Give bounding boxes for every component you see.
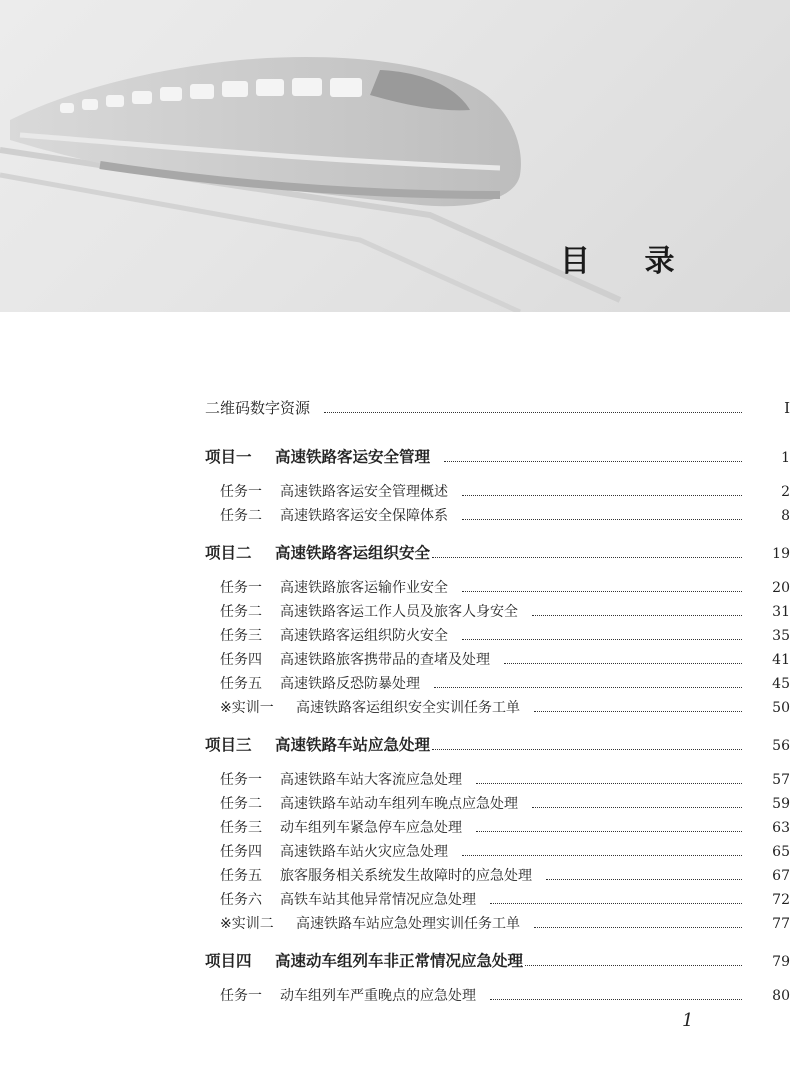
section-page: 79 bbox=[772, 954, 790, 970]
leader-dots bbox=[532, 614, 742, 616]
task-title: 旅客服务相关系统发生故障时的应急处理 bbox=[280, 868, 532, 884]
leader-dots bbox=[462, 518, 742, 520]
leader-dots bbox=[434, 686, 742, 688]
leader-dots bbox=[476, 782, 742, 784]
task-page: 72 bbox=[772, 892, 790, 908]
task-title: 高速铁路车站应急处理实训任务工单 bbox=[296, 916, 520, 932]
leader-dots bbox=[525, 964, 742, 966]
task-label: 任务六 bbox=[220, 892, 262, 908]
toc-section-project-2[interactable] bbox=[0, 541, 790, 563]
task-label: 任务二 bbox=[220, 796, 262, 812]
task-page: 65 bbox=[772, 844, 790, 860]
task-label: 任务二 bbox=[220, 604, 262, 620]
toc-task[interactable] bbox=[0, 505, 790, 527]
task-page: 59 bbox=[772, 796, 790, 812]
toc-task[interactable] bbox=[0, 601, 790, 623]
task-title: 高速铁路客运安全管理概述 bbox=[280, 484, 448, 500]
section-title: 高速铁路客运组织安全 bbox=[275, 544, 431, 562]
section-label: 项目三 bbox=[205, 736, 252, 754]
page-title: 目 录 bbox=[560, 244, 697, 279]
leader-dots bbox=[504, 662, 742, 664]
toc-task[interactable] bbox=[0, 577, 790, 599]
leader-dots bbox=[324, 411, 742, 413]
toc-task[interactable] bbox=[0, 985, 790, 1007]
section-label: 项目二 bbox=[205, 544, 252, 562]
task-page: 80 bbox=[772, 988, 790, 1004]
page-number: 1 bbox=[682, 1010, 694, 1031]
task-title: 高铁车站其他异常情况应急处理 bbox=[280, 892, 476, 908]
task-label: 任务三 bbox=[220, 628, 262, 644]
toc-task[interactable] bbox=[0, 793, 790, 815]
toc-task[interactable] bbox=[0, 769, 790, 791]
task-page: 31 bbox=[772, 604, 790, 620]
task-page: 45 bbox=[772, 676, 790, 692]
leader-dots bbox=[432, 556, 742, 558]
task-label: 任务五 bbox=[220, 868, 262, 884]
task-label: ※实训一 bbox=[220, 700, 274, 716]
task-label: ※实训二 bbox=[220, 916, 274, 932]
task-title: 高速铁路客运组织安全实训任务工单 bbox=[296, 700, 520, 716]
task-label: 任务五 bbox=[220, 676, 262, 692]
section-label: 项目四 bbox=[205, 952, 252, 970]
task-title: 动车组列车严重晚点的应急处理 bbox=[280, 988, 476, 1004]
task-page: 8 bbox=[781, 508, 790, 524]
task-label: 任务一 bbox=[220, 580, 262, 596]
section-label: 项目一 bbox=[205, 448, 252, 466]
leader-dots bbox=[462, 854, 742, 856]
leader-dots bbox=[490, 998, 742, 1000]
leader-dots bbox=[462, 638, 742, 640]
leader-dots bbox=[546, 878, 742, 880]
task-page: 63 bbox=[772, 820, 790, 836]
task-title: 高速铁路客运安全保障体系 bbox=[280, 508, 448, 524]
task-label: 任务四 bbox=[220, 652, 262, 668]
task-page: 57 bbox=[772, 772, 790, 788]
toc-task[interactable] bbox=[0, 889, 790, 911]
toc-entry-title: 二维码数字资源 bbox=[205, 399, 311, 417]
task-title: 高速铁路旅客携带品的查堵及处理 bbox=[280, 652, 490, 668]
leader-dots bbox=[490, 902, 742, 904]
toc-section-project-3[interactable] bbox=[0, 733, 790, 755]
header-banner bbox=[0, 0, 790, 312]
toc-task[interactable] bbox=[0, 481, 790, 503]
leader-dots bbox=[534, 926, 742, 928]
task-title: 高速铁路车站大客流应急处理 bbox=[280, 772, 462, 788]
toc-practical[interactable] bbox=[0, 913, 790, 935]
task-title: 高速铁路客运组织防火安全 bbox=[280, 628, 448, 644]
task-page: 67 bbox=[772, 868, 790, 884]
toc-task[interactable] bbox=[0, 625, 790, 647]
toc-section-project-4[interactable] bbox=[0, 949, 790, 971]
task-page: 2 bbox=[781, 484, 790, 500]
task-title: 高速铁路反恐防暴处理 bbox=[280, 676, 420, 692]
task-label: 任务一 bbox=[220, 484, 262, 500]
section-page: 1 bbox=[781, 450, 790, 466]
toc-section-project-1[interactable] bbox=[0, 445, 790, 467]
section-page: 19 bbox=[772, 546, 790, 562]
section-title: 高速铁路车站应急处理 bbox=[275, 736, 431, 754]
task-title: 高速铁路客运工作人员及旅客人身安全 bbox=[280, 604, 518, 620]
task-title: 动车组列车紧急停车应急处理 bbox=[280, 820, 462, 836]
task-label: 任务四 bbox=[220, 844, 262, 860]
toc-task[interactable] bbox=[0, 841, 790, 863]
leader-dots bbox=[432, 748, 742, 750]
leader-dots bbox=[532, 806, 742, 808]
toc-task[interactable] bbox=[0, 649, 790, 671]
task-page: 20 bbox=[772, 580, 790, 596]
leader-dots bbox=[462, 590, 742, 592]
task-page: 41 bbox=[772, 652, 790, 668]
task-label: 任务一 bbox=[220, 772, 262, 788]
task-label: 任务二 bbox=[220, 508, 262, 524]
toc-task[interactable] bbox=[0, 673, 790, 695]
task-title: 高速铁路旅客运输作业安全 bbox=[280, 580, 448, 596]
section-title: 高速动车组列车非正常情况应急处理 bbox=[275, 952, 524, 970]
task-title: 高速铁路车站火灾应急处理 bbox=[280, 844, 448, 860]
leader-dots bbox=[462, 494, 742, 496]
toc-task[interactable] bbox=[0, 865, 790, 887]
section-title: 高速铁路客运安全管理 bbox=[275, 448, 431, 466]
toc-entry-page: I bbox=[784, 399, 790, 417]
task-title: 高速铁路车站动车组列车晚点应急处理 bbox=[280, 796, 518, 812]
task-page: 77 bbox=[772, 916, 790, 932]
section-page: 56 bbox=[772, 738, 790, 754]
task-label: 任务三 bbox=[220, 820, 262, 836]
task-page: 50 bbox=[772, 700, 790, 716]
toc-entry-qr[interactable] bbox=[0, 397, 790, 419]
leader-dots bbox=[534, 710, 742, 712]
toc-task[interactable] bbox=[0, 817, 790, 839]
task-page: 35 bbox=[772, 628, 790, 644]
toc-practical[interactable] bbox=[0, 697, 790, 719]
leader-dots bbox=[476, 830, 742, 832]
leader-dots bbox=[444, 460, 742, 462]
task-label: 任务一 bbox=[220, 988, 262, 1004]
